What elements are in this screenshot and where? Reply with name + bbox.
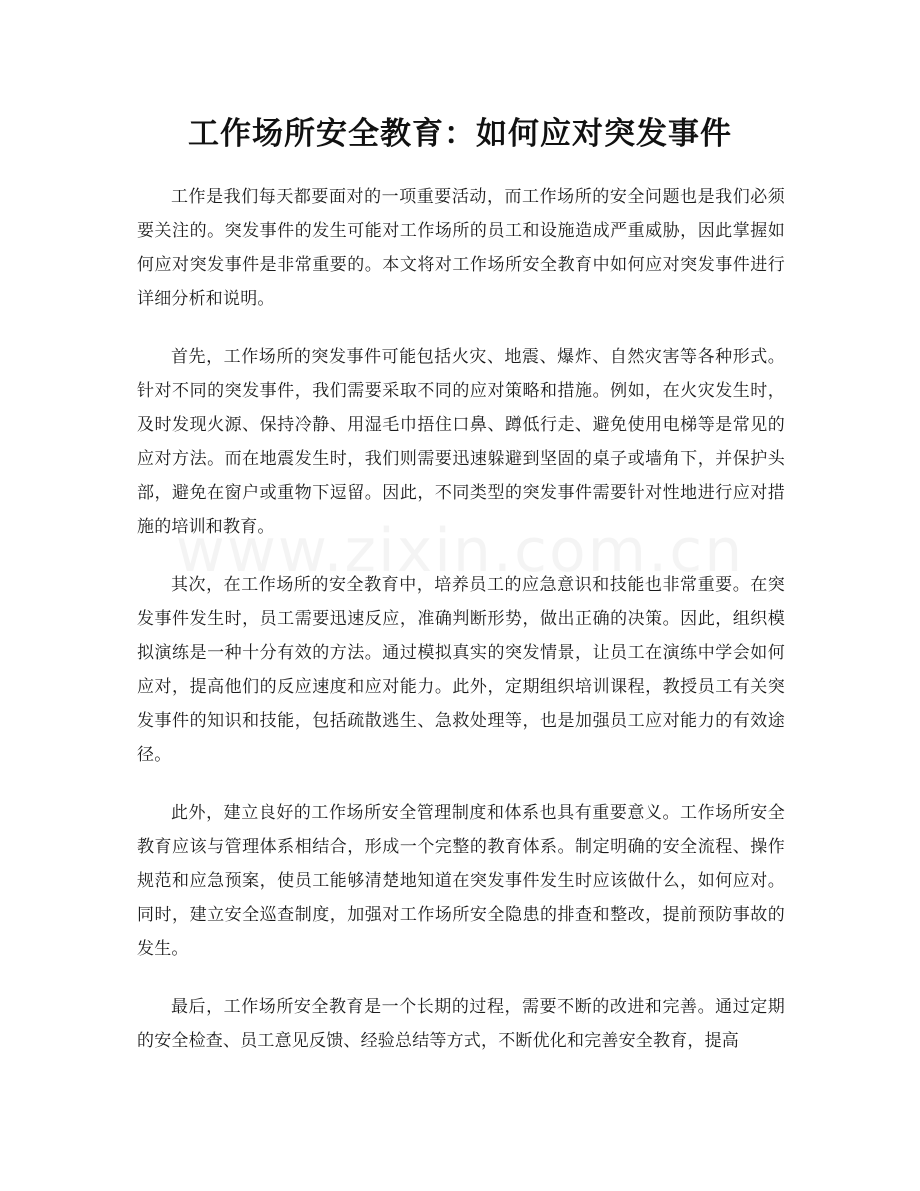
paragraph-4: 此外，建立良好的工作场所安全管理制度和体系也具有重要意义。工作场所安全教育应该与管理体系相结合，形成一个完整的教育体系。制定明确的安全流程、操作规范和应急预案，使员工能够清楚地知道在突发事件发生时应该做什么，如何应对。同时，建立安全巡查制度，加强对工作场所安全隐患的排查和整改，提前预防事故的发生。	[137, 803, 785, 959]
document-body	[137, 180, 785, 1082]
paragraph-5: 最后，工作场所安全教育是一个长期的过程，需要不断的改进和完善。通过定期的安全检查、员工意见反馈、经验总结等方式，不断优化和完善安全教育，提高	[137, 997, 785, 1051]
paragraph-1: 工作是我们每天都要面对的一项重要活动，而工作场所的安全问题也是我们必须要关注的。突发事件的发生可能对工作场所的员工和设施造成严重威胁，因此掌握如何应对突发事件是非常重要的。本文将对工作场所安全教育中如何应对突发事件进行详细分析和说明。	[137, 187, 785, 309]
paragraph-2: 首先，工作场所的突发事件可能包括火灾、地震、爆炸、自然灾害等各种形式。针对不同的突发事件，我们需要采取不同的应对策略和措施。例如，在火灾发生时，及时发现火源、保持冷静、用湿毛巾捂住口鼻、蹲低行走、避免使用电梯等是常见的应对方法。而在地震发生时，我们则需要迅速躲避到坚固的桌子或墙角下，并保护头部，避免在窗户或重物下逗留。因此，不同类型的突发事件需要针对性地进行应对措施的培训和教育。	[137, 347, 785, 537]
document-title: 工作场所安全教育：如何应对突发事件	[188, 116, 732, 152]
paragraph-3: 其次，在工作场所的安全教育中，培养员工的应急意识和技能也非常重要。在突发事件发生时，员工需要迅速反应，准确判断形势，做出正确的决策。因此，组织模拟演练是一种十分有效的方法。通过模拟真实的突发情景，让员工在演练中学会如何应对，提高他们的反应速度和应对能力。此外，定期组织培训课程，教授员工有关突发事件的知识和技能，包括疏散逃生、急救处理等，也是加强员工应对能力的有效途径。	[137, 575, 785, 765]
